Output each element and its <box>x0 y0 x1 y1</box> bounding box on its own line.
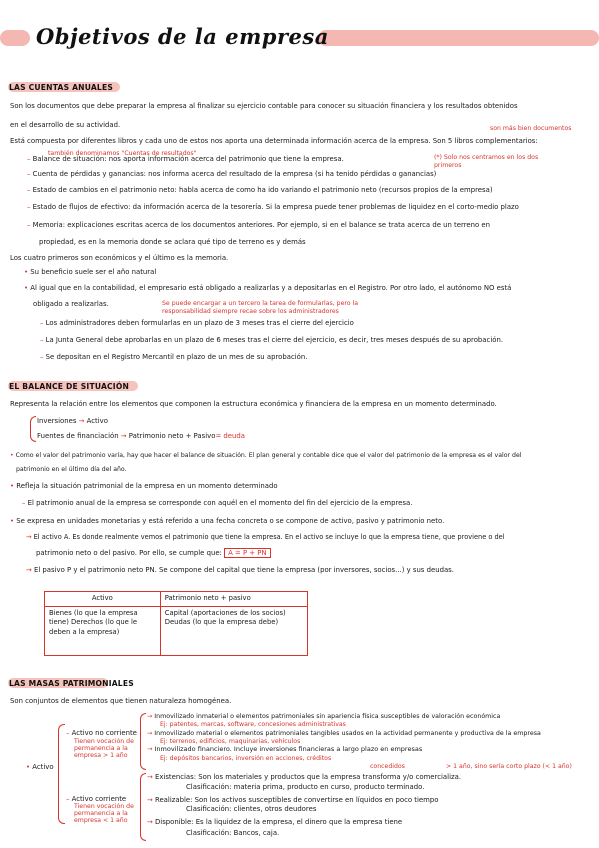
nc-item-2-example: Ej: terrenos, edificios, maquinarias, vehículos <box>160 738 301 745</box>
title-highlight-right <box>318 30 599 46</box>
note-comunes: también denominamos "Cuentas de resultados" <box>48 150 197 157</box>
page-title: Objetivos de la empresa <box>36 24 329 49</box>
section-heading-cuentas: LAS CUENTAS ANUALES <box>9 83 114 92</box>
balance-bullet-1a: • Como el valor del patrimonio varía, hay que hacer el balance de situación. El plan general y contable dice que el valor del patrimonio de la empresa es el valor del <box>10 452 522 459</box>
balance-bullet-1b: patrimonio en el último día del año. <box>16 466 127 473</box>
cuentas-bullet-2b: obligado a realizarlas. <box>33 300 109 308</box>
activo-no-corriente: – Activo no corriente <box>66 729 137 737</box>
activo-corriente-note: Tienen vocación de permanencia a la empresa < 1 año <box>74 803 134 824</box>
table-cell-pn-pasivo: Capital (aportaciones de los socios) Deudas (lo que la empresa debe) <box>160 606 307 655</box>
balance-bullet-2-sub: – El patrimonio anual de la empresa se corresponde con aquél en el momento del fin del ejercicio de la empresa. <box>22 499 413 507</box>
nc-item-2: → Inmovilizado material o elementos patrimoniales tangibles usados en la actividad permanente y productiva de la empresa <box>147 730 541 737</box>
nc-item-1-example: Ej: patentes, marcas, software, concesiones administrativas <box>160 721 346 728</box>
title-highlight-left <box>0 30 30 46</box>
balance-pasivo: → El pasivo P y el patrimonio neto PN. Se compone del capital que tiene la empresa (por inversores, socios...) y sus deudas. <box>26 566 454 574</box>
deadline-item-2: – La Junta General debe aprobarlas en un plazo de 6 meses tras el cierre del ejercicio, es decir, tres meses después de su aprobación. <box>40 336 504 344</box>
cuentas-paragraph-2: Está compuesta por diferentes libros y cada uno de estos nos aporta una determinada información acerca de la empresa. Son 5 libros complementarios: <box>10 137 538 145</box>
nc-side-note: > 1 año, sino sería corto plazo (< 1 año) <box>446 763 572 770</box>
libro-item-3: – Estado de cambios en el patrimonio neto: habla acerca de como ha ido variando el patrimonio neto (recursos propios de la empresa) <box>27 186 493 194</box>
c-item-2-class: Clasificación: clientes, otros deudores <box>186 805 317 813</box>
note-encargar: Se puede encargar a un tercero la tarea de formularlas, pero la responsabilidad siempre recae sobre los administradores <box>162 300 359 315</box>
c-item-1-class: Clasificación: materia prima, producto en curso, producto terminado. <box>186 783 425 791</box>
corriente-brace <box>140 773 146 841</box>
balance-intro: Representa la relación entre los elementos que componen la estructura económica y financiera de la empresa en un momento determinado. <box>10 400 497 408</box>
deadline-item-1: – Los administradores deben formularlas en un plazo de 3 meses tras el cierre del ejercicio <box>40 319 354 327</box>
c-item-1: → Existencias: Son los materiales y productos que la empresa transforma y/o comercializa. <box>147 773 462 781</box>
balance-equation: A = P + PN <box>224 548 271 558</box>
activo-corriente: – Activo corriente <box>66 795 127 803</box>
libro-item-5-cont: propiedad, es en la memoria donde se aclara qué tipo de terreno es y demás <box>39 238 306 246</box>
c-item-3-class: Clasificación: Bancos, caja. <box>186 829 280 837</box>
cuentas-bullet-1: • Su beneficio suele ser el año natural <box>24 268 157 276</box>
balance-inversiones: Inversiones → Activo <box>37 417 108 425</box>
activo-no-corriente-note: Tienen vocación de permanencia a la empresa > 1 año <box>74 738 134 759</box>
deadline-item-3: – Se depositan en el Registro Mercantil en plazo de un mes de su aprobación. <box>40 353 308 361</box>
libro-item-1: – Balance de situación: nos aporta información acerca del patrimonio que tiene la empresa. <box>27 155 344 163</box>
c-item-3: → Disponible: Es la liquidez de la empresa, el dinero que la empresa tiene <box>147 818 403 826</box>
note-solo-primeros: (*) Solo nos centramos en los dos primeros <box>434 154 539 169</box>
balance-bullet-2: • Refleja la situación patrimonial de la empresa en un momento determinado <box>10 482 278 490</box>
cuentas-paragraph-1b: en el desarrollo de su actividad. <box>10 121 121 129</box>
nc-item-3-example: Ej: depósitos bancarios, inversión en acciones, créditos <box>160 755 332 762</box>
balance-table <box>44 591 308 656</box>
nc-item-1: → Inmovilizado inmaterial o elementos patrimoniales sin apariencia física susceptibles de valoración económica <box>147 713 501 720</box>
table-cell-activo: Bienes (lo que la empresa tiene) Derechos (lo que le deben a la empresa) <box>45 606 161 655</box>
balance-brace <box>30 416 36 442</box>
cuentas-bullet-2a: • Al igual que en la contabilidad, el empresario está obligado a realizarlas y a depositarlas en el Registro. Por otro lado, el autónomo NO está <box>24 284 512 292</box>
balance-activo-1a: → El activo A. Es donde realmente vemos el patrimonio que tiene la empresa. En el activo se incluye lo que la empresa tiene, que proviene o del <box>26 533 505 541</box>
cuentas-paragraph-1a: Son los documentos que debe preparar la empresa al finalizar su ejercicio contable para conocer su situación financiera y los resultados obtenidos <box>10 102 518 110</box>
table-header-activo: Activo <box>45 592 161 607</box>
section-heading-masas: LAS MASAS PATRIMONIALES <box>9 679 134 688</box>
nc-item-3-example-cont: concedidos <box>370 763 405 770</box>
masas-activo-label: • Activo <box>26 763 54 771</box>
section-heading-balance: EL BALANCE DE SITUACIÓN <box>9 382 130 391</box>
balance-bullet-3: • Se expresa en unidades monetarias y está referido a una fecha concreta o se compone de activo, pasivo y patrimonio neto. <box>10 517 445 525</box>
note-documentos: son más bien documentos <box>490 125 572 132</box>
no-corriente-brace <box>140 713 146 770</box>
table-header-pn-pasivo: Patrimonio neto + pasivo <box>160 592 307 607</box>
libro-item-2: – Cuenta de pérdidas y ganancias: nos informa acerca del resultado de la empresa (si ha tenido pérdidas o ganancias) <box>27 170 437 178</box>
libro-item-5: – Memoria: explicaciones escritas acerca de los documentos anteriores. Por ejemplo, si en el balance se trata acerca de un terreno en <box>27 221 491 229</box>
balance-fuentes: Fuentes de financiación → Patrimonio neto + Pasivo= deuda <box>37 432 245 440</box>
c-item-2: → Realizable: Son los activos susceptibles de convertirse en líquidos en poco tiempo <box>147 796 439 804</box>
cuentas-paragraph-3: Los cuatro primeros son económicos y el último es la memoria. <box>10 254 229 262</box>
libro-item-4: – Estado de flujos de efectivo: da información acerca de la tesorería. Si la empresa puede tener problemas de liquidez en el corto-medio plazo <box>27 203 519 211</box>
nc-item-3: → Inmovilizado financiero. Incluye inversiones financieras a largo plazo en empresas <box>147 745 423 753</box>
masas-intro: Son conjuntos de elementos que tienen naturaleza homogénea. <box>10 697 232 705</box>
balance-activo-1b: patrimonio neto o del pasivo. Por ello, se cumple que: A = P + PN <box>36 549 271 558</box>
masas-activo-brace <box>58 724 65 824</box>
